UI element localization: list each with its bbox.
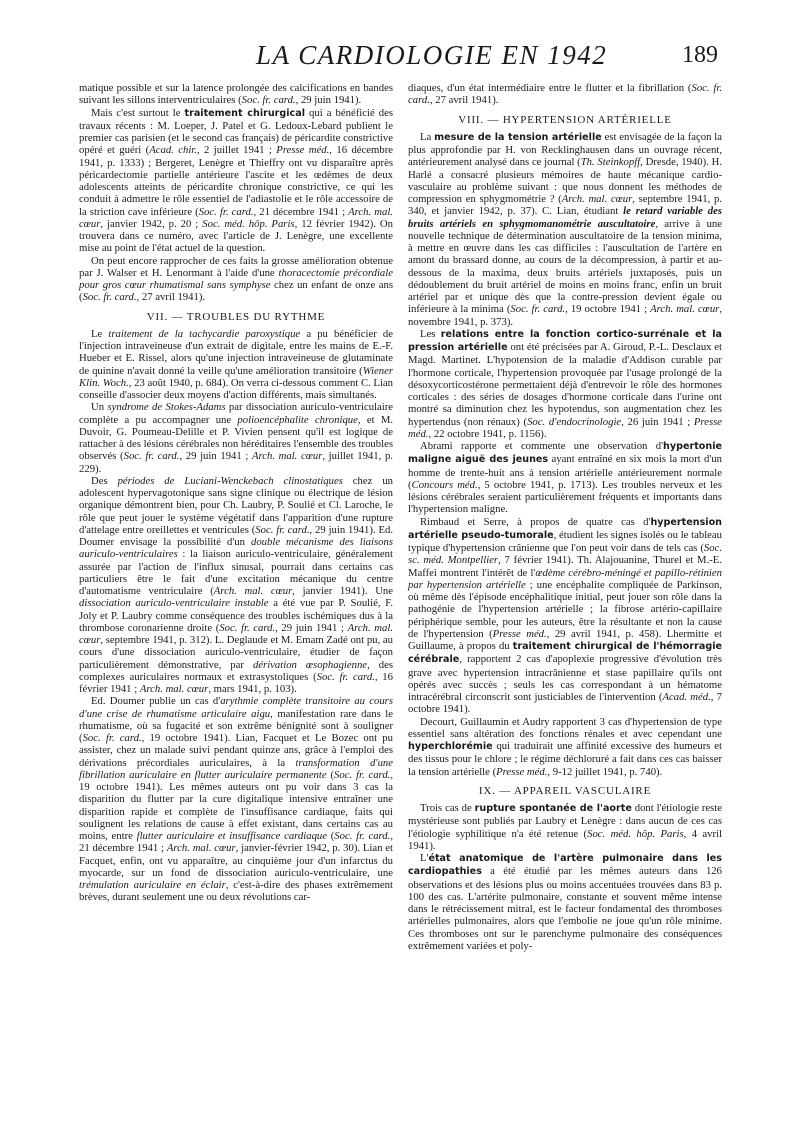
italic-ref: thoracectomie précordiale pour gros cœur rhumatismal sans symphyse: [79, 266, 393, 291]
running-title: LA CARDIOLOGIE EN 1942: [256, 40, 608, 70]
text-run: a été vue par P. Soulié, F. Joly et P. Laubry comme conséquence des troubles ischémiques dus à la thrombose coronarienne droite (: [79, 597, 393, 634]
paragraph: [408, 131, 722, 328]
italic-ref: Arch. mal. cœur: [79, 205, 393, 230]
text-run: , 29 juin 1941 ;: [179, 450, 252, 463]
text-run: chez un adolescent hypervagotonique sans signe clinique ou électrique de lésion organique démontrent bien, pour Ch. Laubry, P. Soulié et Cl. Laroche, le rôle que peut jouer le système végétatif dans l'apparition d'une rupture d'attelage entre oreillettes et ventricules (: [79, 474, 394, 536]
text-run: , rapportent 2 cas d'apoplexie progressive d'évolution très grave avec hypertension intracrânienne et stase papillaire qu'ils ont opérés avec succès ; seuls les cas correspondant à un hématome intracérébral circonscrit sont justiciables de l'intervention (: [408, 653, 722, 703]
italic-ref: Acad. chir.: [149, 144, 197, 157]
italic-ref: Soc. méd. hôp. Paris: [587, 827, 684, 840]
paragraph: [408, 82, 722, 107]
bold-term: rupture spontanée de l'aorte: [474, 803, 632, 814]
paragraph: [79, 401, 393, 475]
paragraph: [79, 82, 393, 107]
text-run: , 4 avril 1941).: [408, 827, 722, 852]
paragraph: [408, 328, 722, 440]
text-run: , 5 octobre 1941, p. 1713). Les troubles nerveux et les lésions cérébrales seraient particulièrement fréquents et importants dans l'hypertension maligne.: [408, 478, 722, 516]
text-run: , 16 février 1941 ;: [79, 670, 393, 695]
italic-ref: syndrome de Stokes-Adams: [107, 401, 226, 414]
text-run: , manifestation rare dans le rhumatisme, où sa fugacité et son extrême bénignité sont à souligner (: [79, 707, 393, 744]
italic-ref: Arch. mal. cœur: [79, 621, 393, 646]
bold-italic-term: le retard variable des bruits artériels en sphygmomanométrie auscultatoire: [408, 205, 723, 230]
paragraph: [79, 328, 393, 402]
text-run: Le: [91, 327, 109, 340]
text-run: , Dresde, 1940). H. Harlé a consacré plusieurs mémoires de haute mécanique cardio-vasculaire au problème suivant : que nous donnent les méthodes de compression en sphygmométrie ? (: [408, 156, 722, 205]
text-run: , 19 octobre 1941). Les mêmes auteurs ont pu voir dans 3 cas la disparition du flutter par la cure digitalique intensive entraîner une disparition rapide et complète de l'insuffisance cardiaque, faits qui soulignent les relations de cause à effet existant, dans certains cas au moins, entre: [79, 768, 394, 842]
text-run: Un: [91, 401, 108, 414]
paragraph: [79, 695, 393, 903]
text-run: Les: [420, 327, 441, 340]
text-run: est envisagée de la façon la plus approfondie par H. von Recklinghausen dans un ouvrage récent, antérieurement analysé dans ce journal (: [408, 130, 722, 169]
text-run: On peut encore rapprocher de ces faits la grosse amélioration obtenue par J. Walser et H. Lenormant à l'aide d'une: [79, 254, 393, 279]
text-run: Decourt, Guillaumin et Audry rapportent 3 cas d'hypertension de type essentiel sans altération des fonctions rénales et avec cependant une: [408, 715, 722, 740]
text-run: dont l'étiologie reste mystérieuse sont publiés par Laubry et Lenègre : dans aucun de ces cas l'étiologie syphilitique n'a été retenue (: [408, 802, 723, 840]
text-run: , janvier 1941). Une: [292, 585, 393, 597]
text-run: ; une encéphalite compliquée de Parkinson, où même dès l'épisode encéphalitique initial, peut jouer son rôle dans la pathogénie de l'hypertension artérielle ; la fibrose artério-capillaire périphérique semble, pour les auteurs, être la résultante et non la cause de l'hypertension (: [408, 578, 722, 640]
paragraph: [79, 255, 393, 304]
text-run: , mars 1941, p. 103).: [208, 683, 297, 695]
bold-term: hypertension artérielle pseudo-tumorale: [408, 516, 722, 541]
italic-ref: Soc. fr. card.: [408, 82, 722, 107]
text-run: , 29 juin 1941).: [295, 94, 362, 107]
italic-ref: Soc. fr. card.: [82, 732, 142, 744]
italic-ref: Arch. mal. cœur: [251, 450, 323, 463]
text-run: Trois cas de: [420, 802, 475, 814]
text-run: , 21 décembre 1941 ;: [253, 205, 349, 218]
italic-ref: Soc. sc. méd. Montpellier: [408, 542, 722, 567]
italic-ref: périodes de Luciani-Wenckebach clinostatiques: [117, 474, 343, 487]
italic-ref: œdème cérébro-méningé et papillo-rétinien par hypertension artérielle: [408, 566, 722, 591]
italic-ref: Presse méd.: [496, 765, 548, 778]
bold-term: relations entre la fonction cortico-surrénale et la pression artérielle: [408, 328, 722, 353]
italic-ref: traitement de la tachycardie paroxystique: [108, 327, 301, 340]
text-run: , 23 août 1940, p. 684). On verra ci-dessous comment C. Lian conseille d'associer deux moyens d'action différents, mais simultanés.: [79, 376, 394, 401]
italic-ref: Soc. fr. card.: [82, 291, 137, 304]
italic-ref: Soc. fr. card.: [334, 830, 391, 842]
text-run: , 29 juin 1941 ;: [275, 621, 348, 634]
text-run: a pu bénéficier de l'injection intraveineuse d'un extrait de digitale, entre les mains de E.-F. Hueber et E. Rissel, alors qu'une injection intraveineuse de glutaminate de quinine n'avait donné la veille qu'une amélioration transitoire (: [79, 327, 393, 377]
italic-ref: Wiener Klin. Woch.: [79, 364, 393, 389]
text-run: chez un enfant de onze ans (: [79, 279, 393, 304]
text-run: , arrive à une nouvelle technique de détermination auscultatoire de la tension minima, à mettre en œuvre dans les cas difficiles : l'auscultation de l'artère en amont du brassard donne, au cours de la décompression, à partir et au-dessous de la maxima, deux bruits artériels juxtaposés, puis un dédoublement du bruit artériel de moins en moins franc, enfin un bruit artériel par et unique dès que la contre-pression devient égale ou inférieure à la minima (: [408, 217, 722, 316]
paragraph: [408, 852, 722, 952]
text-run: Ed. Doumer publie un cas d': [91, 695, 221, 708]
bold-term: traitement chirurgical: [184, 107, 306, 119]
text-run: , 27 avril 1941).: [136, 291, 206, 304]
text-run: , 26 juin 1941 ;: [621, 415, 694, 428]
page-number: 189: [682, 42, 718, 68]
paragraph: [79, 475, 393, 696]
text-run: matique possible et sur la latence prolongée des calcifications en bandes suivant les sillons interventriculaires (: [79, 82, 393, 107]
page-header: [78, 40, 718, 72]
text-run: Des: [91, 474, 118, 487]
italic-ref: Soc. fr. card.: [334, 768, 391, 781]
italic-ref: polioencéphalite chronique: [237, 413, 358, 426]
text-run: (: [327, 830, 335, 842]
text-run: par dissociation auriculo-ventriculaire complète a pu accompagner une: [79, 401, 394, 426]
italic-ref: Soc. fr. card.: [255, 523, 310, 536]
italic-ref: Presse méd.: [408, 415, 723, 440]
text-run: , septembre 1941, p. 312). L. Deglaude et M. Emam Zadé ont pu, au cours d'une dissociation auriculo-ventriculaire, étudier de façon particulièrement démonstrative, par: [79, 634, 393, 671]
text-run: , et M. Duvoir, G. Poumeau-Delille et P. Vivien pensent qu'il est logique de rattacher à des lésions cérébrales non héréditaires l'ensemble des troubles observés (: [79, 413, 394, 463]
bold-term: mesure de la tension artérielle: [434, 131, 602, 143]
italic-ref: double mécanisme des liaisons auriculo-ventriculaires: [79, 536, 394, 561]
text-run: : la liaison auriculo-ventriculaire, généralement assurée par l'action de l'influx sinusal, pourrait dans certains cas particuliers être le fait d'une excitation mécanique du centre d'automatisme ventriculaire (: [79, 548, 393, 597]
italic-ref: trémulation auriculaire en éclair: [79, 879, 226, 891]
text-run: , 21 décembre 1941 ;: [79, 830, 393, 855]
text-run: , 16 décembre 1941, p. 1333) ; Bergeret, Lenègre et Thieffry ont vu disparaître après péricardectomie partielle antérieure l'ascite et les œdèmes de deux adolescents atteints de péricardite chronique constrictive, ce qui les conduit à admettre le rôle essentiel de l'adiastolie et le rôle accessoire de la striction cave inférieure (: [79, 144, 393, 218]
italic-ref: Soc. méd. hôp. Paris: [202, 217, 295, 230]
paragraph: [408, 716, 722, 778]
section-heading: IX. — APPAREIL VASCULAIRE: [478, 784, 652, 797]
italic-ref: Concours méd.: [411, 478, 478, 491]
bold-term: hyperchlorémie: [408, 741, 493, 752]
italic-ref: Soc. fr. card.: [198, 205, 254, 218]
text-run: , 12 février 1942). On trouvera dans ce numéro, avec l'article de J. Lenègre, une excellente mise au point de l'état actuel de la question.: [79, 217, 393, 255]
text-run: La: [420, 130, 435, 143]
italic-ref: Arch. mal. cœur: [650, 303, 720, 316]
text-run: , novembre 1941, p. 373).: [408, 303, 722, 328]
italic-ref: Arch. mal. cœur: [561, 193, 633, 205]
text-run: , 19 octobre 1941 ;: [565, 303, 651, 316]
text-run: , septembre 1941, p. 340, et janvier 1942, p. 37). C. Lian, étudiant: [408, 193, 722, 218]
italic-ref: Th. Steinkopff: [580, 156, 641, 169]
text-run: , janvier 1942, p. 20 ;: [100, 217, 203, 230]
text-run: , c'est-à-dire des phases extrêmement brèves, durant seulement une ou deux révolutions car-: [79, 879, 393, 904]
text-run: ont été précisées par A. Giroud, P.-L. Desclaux et Magd. Martinet. L'hypotension de la maladie d'Addison curable par l'hormone corticale, l'hypertension provoquée par l'usage prolongé de la désoxycorticostérone permettaient déjà d'entrevoir le rôle des hormones corticales : des séries de dosages d'hormone corticale dans l'urine ont montré sa diminution chez les hypotendus, son augmentation chez les hypertendus (non rénaux) (: [408, 341, 723, 428]
text-run: , 29 avril 1941, p. 458). Lhermitte et Guillaume, à propos du: [408, 627, 723, 652]
italic-ref: Arch. mal. cœur: [166, 842, 236, 855]
italic-ref: Presse méd.: [492, 627, 547, 640]
text-run: , juillet 1941, p. 229).: [79, 450, 393, 475]
right-column: [408, 82, 722, 952]
text-run: (: [326, 768, 335, 781]
italic-ref: Soc. fr. card.: [241, 94, 296, 107]
paragraph: [408, 440, 722, 516]
text-run: , 27 avril 1941).: [429, 94, 499, 107]
text-run: , des complexes auriculaires normaux et extrasystoliques (: [79, 658, 393, 683]
bold-term: hypertonie maligne aiguë des jeunes: [408, 441, 722, 466]
section-heading: VIII. — HYPERTENSION ARTÉRIELLE: [458, 113, 672, 126]
text-run: qui traduirait une affinité excessive des humeurs et des tissus pour le chlore ; le régime déchloruré a fait dans ces cas baisser la tension artérielle (: [408, 740, 722, 778]
text-run: , 29 juin 1941). Ed. Doumer envisage la possibilité d'un: [79, 523, 393, 548]
italic-ref: arythmie complète transitoire au cours d'une crise de rhumatisme articulaire aigu: [79, 695, 393, 720]
italic-ref: dissociation auriculo-ventriculaire instable: [79, 597, 269, 610]
paragraph: [408, 802, 722, 852]
text-run: a été étudié par les mêmes auteurs dans 126 observations et des lésions plus ou moins accentuées trouvées dans 83 p. 100 des cas. L'artérite pulmonaire, constante et souvent même intense dans le rétrécissement mitral, est le facteur fondamental des thromboses artérielles pulmonaires, alors que l'embolie ne joue qu'un rôle minime. Ces thromboses ont sur le parenchyme pulmonaire des conséquences extrêmement variées et poly-: [408, 865, 722, 952]
paragraph: [79, 107, 393, 255]
bold-term: traitement chirurgical de l'hémorragie cérébrale: [408, 641, 722, 666]
italic-ref: dérivation œsophagienne: [252, 658, 368, 671]
italic-ref: Presse méd.: [276, 144, 330, 157]
text-run: , étudient les signes isolés ou le tableau typique d'hypertension crânienne que l'on peut voir dans de tels cas (: [408, 528, 722, 554]
text-run: Mais c'est surtout le: [91, 106, 185, 119]
text-run: , 7 octobre 1941).: [408, 691, 723, 716]
text-run: ayant entraîné en six mois la mort d'un homme de trente-huit ans à tension artérielle antérieurement normale (: [408, 453, 722, 491]
italic-ref: transformation d'une fibrillation auriculaire en flutter auriculaire permanente: [79, 756, 394, 781]
italic-ref: Soc. fr. card.: [219, 621, 276, 634]
italic-ref: Soc. d'endocrinologie: [527, 415, 622, 428]
italic-ref: Arch. mal. cœur: [213, 585, 293, 597]
section-heading: VII. — TROUBLES DU RYTHME: [146, 310, 326, 323]
italic-ref: Soc. fr. card.: [316, 670, 375, 683]
text-run: , 22 octobre 1941, p. 1156).: [428, 427, 547, 440]
text-run: , 2 juillet 1941 ;: [196, 144, 277, 157]
italic-ref: flutter auriculaire et insuffisance cardiaque: [136, 830, 328, 842]
text-run: qui a bénéficié des travaux récents : M. Loeper, J. Patel et G. Ledoux-Lebard publient le premier cas parisien (et le second cas français) de péricardite constrictive opéré et guéri (: [79, 106, 393, 157]
text-run: , 9-12 juillet 1941, p. 740).: [547, 765, 663, 778]
left-column: [79, 82, 393, 904]
paragraph: [408, 516, 722, 716]
text-run: , 19 octobre 1941). Lian, Facquet et Le Bozec ont pu assister, chez un malade suivi pendant quinze ans, grâce à l'emploi des dérivations précordiales auriculaires, à la: [79, 732, 393, 769]
italic-ref: Acad. méd.: [662, 691, 711, 703]
text-run: Rimbaud et Serre, à propos de quatre cas d': [420, 515, 651, 528]
italic-ref: Arch. mal. cœur: [139, 683, 209, 695]
text-run: Abrami rapporte et commente une observation d': [420, 440, 663, 452]
text-run: , janvier-février 1942, p. 30). Lian et Facquet, enfin, ont vu apparaître, au cinquième jour d'un infarctus du myocarde, sur un fond de dissociation auriculo-ventriculaire, une: [79, 842, 393, 879]
bold-term: état anatomique de l'artère pulmonaire dans les cardiopathies: [408, 853, 722, 878]
italic-ref: Soc. fr. card.: [510, 303, 566, 316]
text-run: , 7 février 1941). Th. Alajouanine, Thurel et M.-E. Maffei montrent l'intérêt de l': [408, 554, 722, 579]
text-run: diaques, d'un état intermédiaire entre le flutter et la fibrillation (: [408, 82, 692, 94]
italic-ref: Soc. fr. card.: [123, 450, 180, 463]
text-run: L': [420, 852, 429, 864]
